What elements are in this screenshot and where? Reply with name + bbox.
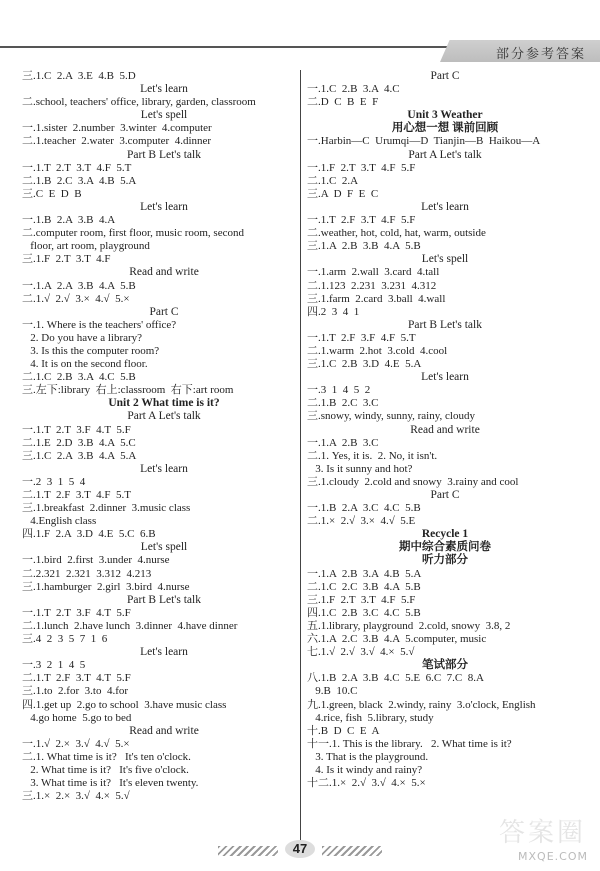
watermark-logo: 答案圈 bbox=[498, 818, 586, 848]
answer-line: 四.1.get up 2.go to school 3.have music class bbox=[22, 698, 227, 711]
answer-line: 六.1.A 2.C 3.B 4.A 5.computer, music bbox=[307, 633, 487, 646]
answer-line: 3. Is this the computer room? bbox=[22, 344, 160, 357]
answer-line: 一.Harbin—C Urumqi—D Tianjin—B Haikou—A bbox=[307, 135, 541, 148]
answer-line: 4. It is on the second floor. bbox=[22, 358, 148, 371]
answer-line: 4.go home 5.go to bed bbox=[22, 711, 132, 724]
answer-line: 二.1. Yes, it is. 2. No, it isn't. bbox=[307, 449, 438, 462]
answer-line: 二.1.B 2.C 3.A 4.B 5.A bbox=[22, 174, 137, 187]
answer-line: floor, art room, playground bbox=[22, 240, 150, 253]
answer-line: 二.1.C 2.B 3.A 4.C 5.B bbox=[22, 371, 136, 384]
answer-line: 2. What time is it? It's five o'clock. bbox=[22, 763, 189, 776]
answer-line: 四.2 3 4 1 bbox=[307, 305, 360, 318]
section-heading: 用心想一想 课前回顾 bbox=[391, 122, 499, 135]
section-heading: 期中综合素质问卷 bbox=[399, 541, 491, 554]
section-heading: Part C bbox=[149, 305, 179, 318]
answer-line: 三.1.× 2.× 3.√ 4.× 5.√ bbox=[22, 790, 130, 803]
answer-line: 三.左下:library 右上:classroom 右下:art room bbox=[22, 384, 234, 397]
answer-line: 一.1.A 2.A 3.B 4.A 5.B bbox=[22, 279, 136, 292]
answer-line: 二.1.C 2.A bbox=[307, 174, 359, 187]
answer-line: 二.computer room, first floor, music room, second bbox=[22, 227, 244, 240]
section-heading: Let's learn bbox=[140, 83, 188, 96]
section-heading: 笔试部分 bbox=[422, 659, 468, 672]
answer-line: 9.B 10.C bbox=[307, 685, 358, 698]
answer-line: 三.1.F 2.T 3.T 4.F 5.F bbox=[307, 593, 416, 606]
answer-line: 一.1.sister 2.number 3.winter 4.computer bbox=[22, 122, 212, 135]
answer-line: 四.1.C 2.B 3.C 4.C 5.B bbox=[307, 606, 421, 619]
answer-line: 三.C E D B bbox=[22, 187, 82, 200]
answer-line: 一.3 1 4 5 2 bbox=[307, 384, 371, 397]
answer-line: 二.1.lunch 2.have lunch 3.dinner 4.have dinner bbox=[22, 619, 238, 632]
answer-line: 二.1.T 2.F 3.T 4.F 5.T bbox=[22, 489, 131, 501]
answer-line: 十一.1. This is the library. 2. What time is it? bbox=[307, 737, 512, 750]
section-heading: Part A Let's talk bbox=[408, 148, 482, 161]
answer-line: 二.1.E 2.D 3.B 4.A 5.C bbox=[22, 436, 136, 449]
footer-ornament-left bbox=[218, 846, 278, 856]
section-heading: 听力部分 bbox=[422, 554, 468, 567]
page-number: 47 bbox=[285, 840, 315, 858]
answer-line: 一.1.T 2.T 3.T 4.F 5.T bbox=[22, 161, 132, 174]
answer-line: 一.1.√ 2.× 3.√ 4.√ 5.× bbox=[22, 737, 130, 750]
answer-line: 三.4 2 3 5 7 1 6 bbox=[22, 633, 108, 646]
answer-line: 三.A D F E C bbox=[307, 187, 379, 200]
answer-line: 二.1.teacher 2.water 3.computer 4.dinner bbox=[22, 135, 212, 148]
answer-line: 三.snowy, windy, sunny, rainy, cloudy bbox=[307, 410, 475, 423]
answer-line: 3. Is it sunny and hot? bbox=[307, 462, 413, 475]
answer-column-right bbox=[307, 70, 583, 790]
answer-line: 十.B D C E A bbox=[307, 724, 380, 737]
answer-line: 一.2 3 1 5 4 bbox=[22, 475, 86, 488]
section-heading: Read and write bbox=[129, 724, 199, 737]
answer-line: 一.1.B 2.A 3.B 4.A bbox=[22, 214, 116, 227]
answer-line: 二.1.B 2.C 3.C bbox=[307, 397, 379, 410]
section-heading: Read and write bbox=[410, 423, 480, 436]
answer-line: 三.1.breakfast 2.dinner 3.music class bbox=[22, 502, 191, 515]
answer-line: 4.English class bbox=[22, 515, 97, 528]
answer-line: 十二.1.× 2.√ 3.√ 4.× 5.× bbox=[307, 777, 426, 790]
answer-line: 三.1.hamburger 2.girl 3.bird 4.nurse bbox=[22, 580, 190, 593]
answer-line: 二.D C B E F bbox=[307, 96, 379, 109]
section-heading: Let's learn bbox=[140, 646, 188, 659]
answer-line: 三.1.C 2.B 3.D 4.E 5.A bbox=[307, 358, 422, 371]
answer-line: 八.1.B 2.A 3.B 4.C 5.E 6.C 7.C 8.A bbox=[307, 672, 484, 685]
answer-line: 一.1.bird 2.first 3.under 4.nurse bbox=[22, 554, 170, 567]
answer-line: 二.1.warm 2.hot 3.cold 4.cool bbox=[307, 344, 448, 357]
answer-line: 一.1.A 2.B 3.A 4.B 5.A bbox=[307, 567, 422, 580]
section-heading: Let's learn bbox=[140, 200, 188, 213]
answer-column-left bbox=[22, 70, 306, 803]
section-heading: Let's spell bbox=[140, 541, 188, 554]
answer-line: 一.1.arm 2.wall 3.card 4.tall bbox=[307, 266, 440, 279]
answer-line: 二.1.× 2.√ 3.× 4.√ 5.E bbox=[307, 515, 416, 528]
answer-line: 二.1.C 2.C 3.B 4.A 5.B bbox=[307, 580, 421, 593]
section-heading: Let's learn bbox=[140, 462, 188, 475]
answer-line: 三.1.farm 2.card 3.ball 4.wall bbox=[307, 292, 446, 305]
answer-line: 一.1.A 2.B 3.C bbox=[307, 436, 379, 449]
section-heading: Unit 3 Weather bbox=[407, 109, 483, 122]
answer-line: 二.1. What time is it? It's ten o'clock. bbox=[22, 750, 191, 763]
section-heading: Part A Let's talk bbox=[127, 410, 201, 423]
answer-line: 3. What time is it? It's eleven twenty. bbox=[22, 777, 199, 790]
answer-line: 3. That is the playground. bbox=[307, 750, 429, 763]
answer-line: 二.school, teachers' office, library, garden, classroom bbox=[22, 96, 256, 109]
answer-line: 二.weather, hot, cold, hat, warm, outside bbox=[307, 227, 486, 240]
answer-line: 2. Do you have a library? bbox=[22, 331, 143, 344]
answer-line: 七.1.√ 2.√ 3.√ 4.× 5.√ bbox=[307, 646, 415, 659]
answer-line: 4.rice, fish 5.library, study bbox=[307, 711, 434, 724]
answer-line: 三.1.cloudy 2.cold and snowy 3.rainy and cool bbox=[307, 475, 519, 488]
answer-line: 4. Is it windy and rainy? bbox=[307, 763, 423, 776]
section-heading: Part C bbox=[430, 70, 460, 82]
section-heading: Read and write bbox=[129, 266, 199, 279]
answer-line: 三.1.C 2.A 3.B 4.A 5.A bbox=[22, 449, 137, 462]
section-heading: Recycle 1 bbox=[421, 528, 469, 541]
answer-line: 九.1.green, black 2.windy, rainy 3.o'clock, English bbox=[307, 698, 536, 711]
answer-line: 二.1.√ 2.√ 3.× 4.√ 5.× bbox=[22, 292, 130, 305]
section-heading: Unit 2 What time is it? bbox=[108, 397, 220, 410]
answer-line: 一.1.T 2.T 3.F 4.T 5.F bbox=[22, 606, 131, 619]
answer-line: 一.1. Where is the teachers' office? bbox=[22, 318, 177, 331]
answer-line: 一.3 2 1 4 5 bbox=[22, 659, 86, 672]
answer-line: 三.1.to 2.for 3.to 4.for bbox=[22, 685, 129, 698]
section-heading: Part B Let's talk bbox=[408, 318, 482, 331]
answer-line: 五.1.library, playground 2.cold, snowy 3.8, 2 bbox=[307, 619, 511, 632]
answer-line: 一.1.B 2.A 3.C 4.C 5.B bbox=[307, 502, 421, 515]
section-heading: Let's spell bbox=[421, 253, 469, 266]
section-heading: Let's learn bbox=[421, 371, 469, 384]
answer-line: 二.1.123 2.231 3.231 4.312 bbox=[307, 279, 437, 292]
answer-line: 三.1.C 2.A 3.E 4.B 5.D bbox=[22, 70, 136, 82]
answer-line: 三.1.A 2.B 3.B 4.A 5.B bbox=[307, 240, 421, 253]
footer-ornament-right bbox=[322, 846, 382, 856]
answer-line: 一.1.F 2.T 3.T 4.F 5.F bbox=[307, 161, 416, 174]
section-heading: Let's learn bbox=[421, 200, 469, 213]
answer-line: 三.1.F 2.T 3.T 4.F bbox=[22, 253, 111, 266]
answer-line: 二.2.321 2.321 3.312 4.213 bbox=[22, 567, 152, 580]
page-section-title: 部分参考答案 bbox=[495, 47, 586, 62]
answer-line: 一.1.T 2.F 3.T 4.F 5.F bbox=[307, 214, 416, 227]
answer-line: 四.1.F 2.A 3.D 4.E 5.C 6.B bbox=[22, 528, 156, 541]
answer-line: 一.1.T 2.T 3.F 4.T 5.F bbox=[22, 423, 131, 436]
answer-line: 一.1.T 2.F 3.F 4.F 5.T bbox=[307, 331, 416, 344]
section-heading: Let's spell bbox=[140, 109, 188, 122]
answer-line: 二.1.T 2.F 3.T 4.T 5.F bbox=[22, 672, 131, 685]
watermark-url: MXQE.COM bbox=[518, 850, 588, 863]
section-heading: Part C bbox=[430, 489, 460, 501]
section-heading: Part B Let's talk bbox=[127, 148, 201, 161]
section-heading: Part B Let's talk bbox=[127, 593, 201, 606]
answer-line: 一.1.C 2.B 3.A 4.C bbox=[307, 83, 400, 96]
